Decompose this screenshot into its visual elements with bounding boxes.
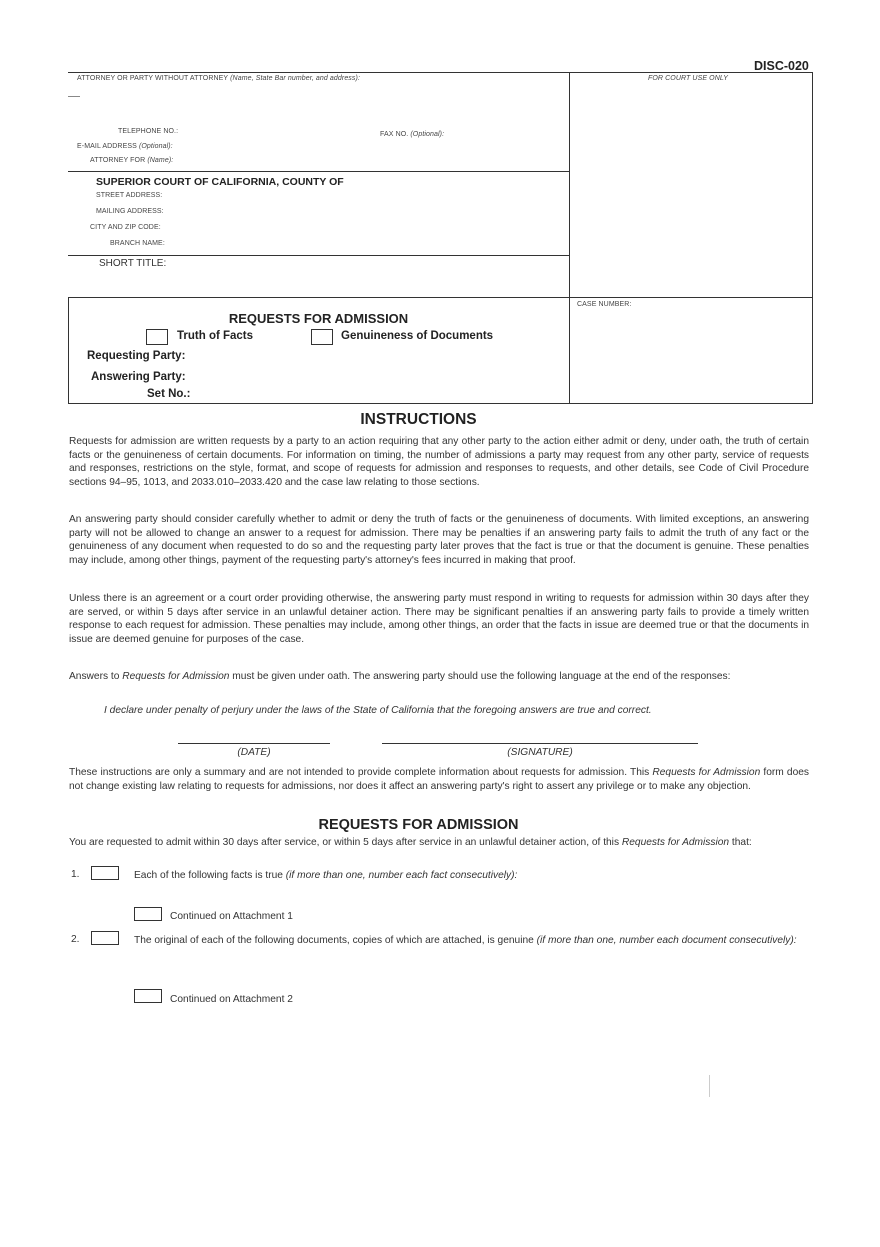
short-title-border bbox=[68, 255, 569, 256]
attorney-for-input[interactable] bbox=[196, 154, 566, 169]
caption-title: REQUESTS FOR ADMISSION bbox=[228, 311, 409, 326]
header-right-border bbox=[812, 72, 813, 404]
answering-party-label: Answering Party: bbox=[91, 371, 186, 383]
branch-input[interactable] bbox=[180, 237, 566, 251]
form-code: DISC-020 bbox=[754, 59, 809, 73]
attachment-2-label: Continued on Attachment 2 bbox=[170, 994, 293, 1005]
instructions-heading: INSTRUCTIONS bbox=[360, 411, 477, 428]
instructions-paragraph-3: Unless there is an agreement or a court order providing otherwise, the answering party must respond in writing to requests for admission within 30 days after they are served, or within 5 days after service in an unlawful detainer action. There may be significant penalties if an answering party fails to provide a timely written response to each request for admission. These penalties may include, among other things, an order that the facts in issue are deemed true or that the documents in issue are deemed genuine for purposes of the case. bbox=[69, 593, 809, 645]
set-no-input[interactable] bbox=[198, 386, 566, 402]
header-divider bbox=[569, 72, 570, 404]
city-input[interactable] bbox=[180, 221, 566, 235]
case-number-input[interactable] bbox=[576, 314, 810, 336]
attorney-label: ATTORNEY OR PARTY WITHOUT ATTORNEY (Name, State Bar number, and address): bbox=[77, 75, 360, 82]
instructions-paragraph-5: These instructions are only a summary and are not intended to provide complete information about requests for admission. This Requests for Admission form does not change existing law relating to requests for admissions, nor does it affect an answering party's right to assert any privilege or to make any objection. bbox=[69, 767, 810, 792]
date-line bbox=[178, 743, 330, 744]
truth-of-facts-checkbox[interactable] bbox=[146, 329, 168, 345]
signature-label: (SIGNATURE) bbox=[507, 747, 573, 758]
county-input[interactable] bbox=[360, 174, 566, 190]
email-label: E-MAIL ADDRESS (Optional): bbox=[77, 143, 173, 150]
genuineness-checkbox[interactable] bbox=[311, 329, 333, 345]
instructions-paragraph-1: Requests for admission are written requests by a party to an action requiring that any other party to the action either admit or deny, under oath, the truth of certain facts or the genuineness of certain documents. For information on timing, the number of admissions a party may request from any other party, service of requests and responses, restrictions on the style, format, and scope of requests for admission and responses to requests, and other details, see Code of Civil Procedure sections 94–95, 1013, and 2033.010–2033.420 and the case law relating to those sections. bbox=[69, 436, 809, 488]
declaration-text: I declare under penalty of perjury under the laws of the State of California that the foregoing answers are true and correct. bbox=[104, 705, 652, 716]
item-1-checkbox[interactable] bbox=[91, 866, 119, 880]
court-section-border bbox=[68, 171, 569, 172]
answering-party-input[interactable] bbox=[198, 369, 566, 385]
court-title: SUPERIOR COURT OF CALIFORNIA, COUNTY OF bbox=[96, 176, 344, 188]
street-input[interactable] bbox=[180, 189, 566, 203]
truth-of-facts-label: Truth of Facts bbox=[177, 330, 254, 342]
attorney-for-label: ATTORNEY FOR (Name): bbox=[90, 157, 174, 164]
instructions-paragraph-4: Answers to Requests for Admission must be given under oath. The answering party should use the following language at the end of the responses: bbox=[69, 671, 731, 682]
caption-border bbox=[68, 297, 812, 298]
instructions-paragraph-2: An answering party should consider carefully whether to admit or deny the truth of facts or the genuineness of documents. With limited exceptions, an answering party will not be allowed to change an answer to a request for admission. There may be penalties if an answering party fails to admit the truth of any fact or the genuineness of any document when requested to do so and the requesting party later proves that the fact is true or that the document is genuine. These penalties may include, among other things, payment of the requesting party's attorney's fees incurred in making that proof. bbox=[69, 514, 809, 566]
street-label: STREET ADDRESS: bbox=[96, 192, 163, 199]
item-1-text: Each of the following facts is true (if more than one, number each fact consecutively): bbox=[134, 870, 518, 881]
item-2-text: The original of each of the following documents, copies of which are attached, is genuine (if more than one, number each document consecutively): bbox=[134, 935, 797, 946]
signature-line bbox=[382, 743, 698, 744]
requesting-party-input[interactable] bbox=[198, 348, 566, 364]
case-number-label: CASE NUMBER: bbox=[577, 301, 632, 308]
mailing-label: MAILING ADDRESS: bbox=[96, 208, 164, 215]
mailing-input[interactable] bbox=[180, 205, 566, 219]
item-2-checkbox[interactable] bbox=[91, 931, 119, 945]
scan-mark bbox=[709, 1075, 710, 1097]
branch-label: BRANCH NAME: bbox=[110, 240, 165, 247]
telephone-input[interactable] bbox=[192, 124, 366, 139]
requesting-party-label: Requesting Party: bbox=[87, 350, 186, 362]
attorney-input[interactable] bbox=[72, 86, 566, 122]
set-no-label: Set No.: bbox=[147, 388, 191, 400]
city-label: CITY AND ZIP CODE: bbox=[90, 224, 161, 231]
requests-intro: You are requested to admit within 30 days after service, or within 5 days after service in an unlawful detainer action, of this Requests for Admission that: bbox=[69, 837, 752, 848]
court-use-label: FOR COURT USE ONLY bbox=[648, 75, 728, 82]
attachment-2-checkbox[interactable] bbox=[134, 989, 162, 1003]
attachment-1-checkbox[interactable] bbox=[134, 907, 162, 921]
caption-bottom-border bbox=[68, 403, 812, 404]
attachment-1-label: Continued on Attachment 1 bbox=[170, 911, 293, 922]
genuineness-label: Genuineness of Documents bbox=[341, 330, 494, 342]
header-top-border bbox=[68, 72, 812, 73]
short-title-input[interactable] bbox=[72, 272, 566, 294]
email-input[interactable] bbox=[208, 140, 566, 155]
item-2-number: 2. bbox=[71, 934, 80, 945]
short-title-label: SHORT TITLE: bbox=[99, 258, 167, 269]
date-label: (DATE) bbox=[237, 747, 271, 758]
telephone-label: TELEPHONE NO.: bbox=[118, 128, 179, 135]
fax-label: FAX NO. (Optional): bbox=[380, 131, 445, 138]
requests-heading: REQUESTS FOR ADMISSION bbox=[318, 817, 519, 833]
item-1-number: 1. bbox=[71, 869, 80, 880]
